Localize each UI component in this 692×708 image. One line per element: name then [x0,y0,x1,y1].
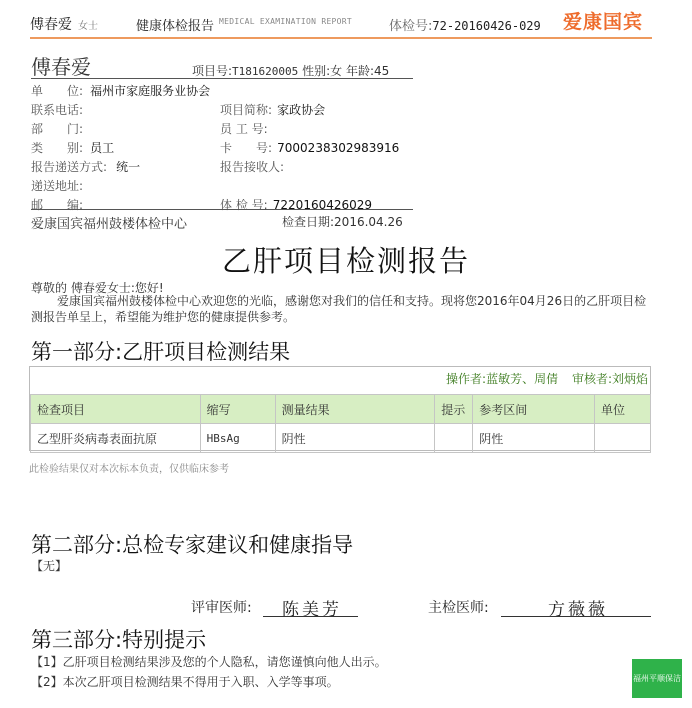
brand-logo-text: 爱康国宾 [563,11,644,33]
cell-item: 乙型肝炎病毒表面抗原 [31,424,201,453]
intro-paragraph: 爱康国宾福州鼓楼体检中心欢迎您的光临，感谢您对我们的信任和支持。现将您2016年04月26日的乙肝项目检测报告单呈上，希望能为维护您的健康提供参考。 [31,294,647,324]
cell-range: 阴性 [473,424,595,453]
field-department [31,118,83,137]
section1-heading: 第一部分:乙肝项目检测结果 [31,340,291,364]
patient-top-rule [31,78,413,79]
field-label: 体 检 号: [220,198,268,212]
section3-heading: 第三部分:特别提示 [31,628,207,652]
result-disclaimer: 此检验结果仅对本次标本负责，仅供临床参考 [29,464,229,475]
cell-hint [435,424,473,453]
section2-heading: 第二部分:总检专家建议和健康指导 [31,533,354,557]
greeting: 尊敬的 傅春爱女士:您好! [31,281,164,295]
project-no-label: 项目号: [192,64,233,78]
reviewer-signature-line [263,616,358,617]
field-phone [31,99,83,118]
patient-bottom-rule [31,209,413,210]
header-name-text: 傅春爱 [30,17,72,33]
col-header-unit: 单位 [595,395,651,424]
field-category [31,137,114,156]
chief-signature-line [501,616,651,617]
patient-name: 傅春爱 [31,55,91,79]
field-card-no [220,137,399,156]
chief-doctor-label: 主检医师: [428,600,489,616]
header-exam-label: 体检号: [389,19,433,34]
check-date [282,213,403,230]
field-label: 项目简称: [220,103,273,117]
project-no-value: T181620005 [232,65,299,78]
header-report-title: 健康体检报告 [136,19,215,34]
col-header-range: 参考区间 [473,395,595,424]
operator-label: 操作者: [446,372,487,386]
gender-value: 女 [330,64,343,78]
cell-result: 阴性 [275,424,435,453]
field-value: 统一 [116,160,141,174]
field-postcode [31,194,83,213]
col-header-item: 检查项目 [31,395,201,424]
chief-doctor-signature: 方薇薇 [548,600,608,620]
field-label: 报告接收人: [220,160,285,174]
header-exam-number [389,15,541,34]
field-value: 福州市家庭服务业协会 [90,84,211,98]
header-patient-name [30,14,98,34]
reviewer-name: 刘炳焰 [611,372,648,386]
check-date-value: 2016.04.26 [334,215,403,229]
field-project-short [220,99,325,118]
header-report-title-en: MEDICAL EXAMINATION REPORT [219,17,353,26]
field-report-receiver [220,156,284,175]
age-label: 年龄: [346,64,375,78]
check-date-label: 检查日期: [282,215,335,229]
col-header-result: 测量结果 [275,395,435,424]
age-value: 45 [374,64,390,78]
field-label: 联系电话: [31,103,84,117]
field-label: 单 位: [31,84,84,98]
field-label: 部 门: [31,122,84,136]
field-label: 卡 号: [220,141,273,155]
operators-line [446,370,648,387]
cell-unit [595,424,651,453]
field-value: 员工 [90,141,115,155]
cell-abbr: HBsAg [200,424,275,453]
section2-content: 【无】 [31,559,68,573]
field-label: 报告递送方式: [31,160,108,174]
field-label: 员 工 号: [220,122,268,136]
gender-label: 性别: [302,64,331,78]
field-value: 7000238302983916 [277,141,400,155]
table-row [31,424,651,453]
header-exam-value: 72-20160426-029 [432,19,541,33]
col-header-abbr: 缩写 [200,395,275,424]
exam-center-name: 爱康国宾福州鼓楼体检中心 [31,217,188,232]
field-delivery-address [31,175,83,194]
field-unit [31,80,210,99]
reviewer-label: 审核者: [571,372,612,386]
field-value: 家政协会 [277,103,326,117]
field-label: 递送地址: [31,179,84,193]
tip-item: 【2】本次乙肝项目检测结果不得用于入职、入学等事项。 [31,675,339,689]
table-header-row [31,395,651,424]
watermark-badge: 福州平顺保洁 [632,659,682,698]
reviewer-doctor-label: 评审医师: [191,600,252,616]
field-employee-no [220,118,268,137]
field-label: 类 别: [31,141,84,155]
field-label: 邮 编: [31,198,84,212]
patient-project-line [192,62,389,79]
report-title: 乙肝项目检测报告 [221,244,470,278]
operator-names: 蓝敏芳、周倩 [486,372,559,386]
field-exam-no [220,194,372,213]
header-salutation: 女士 [78,21,98,32]
results-table [30,394,651,453]
reviewer-doctor-signature: 陈美芳 [282,600,342,620]
header-divider [30,37,652,39]
field-delivery-method [31,156,140,175]
col-header-hint: 提示 [435,395,473,424]
tip-item: 【1】乙肝项目检测结果涉及您的个人隐私，请您谨慎向他人出示。 [31,655,387,669]
field-value: 7220160426029 [272,198,373,212]
